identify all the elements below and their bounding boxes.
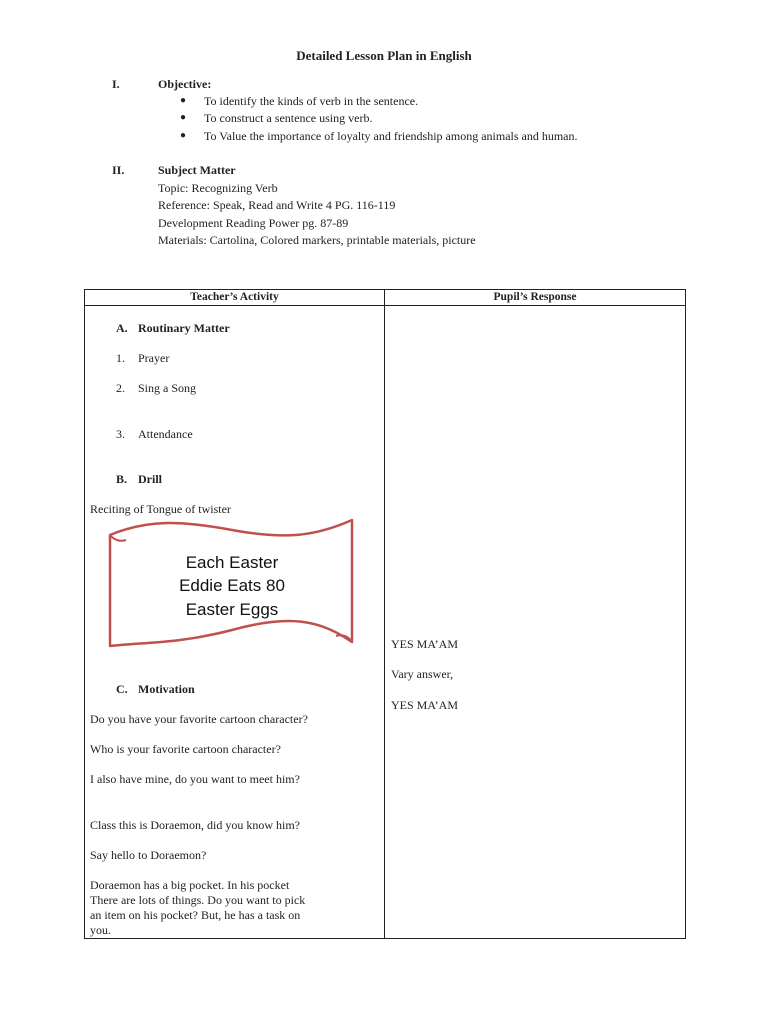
subject-line: Development Reading Power pg. 87-89	[158, 216, 349, 230]
motivation-line: I also have mine, do you want to meet him?	[90, 772, 300, 786]
motivation-paragraph-line: Doraemon has a big pocket. In his pocket	[90, 878, 290, 892]
scroll-line: Eddie Eats 80	[179, 576, 285, 595]
list-item: Prayer	[138, 351, 170, 365]
objective-numeral: I.	[112, 77, 120, 91]
pupil-response-cell	[385, 306, 686, 939]
subject-line: Materials: Cartolina, Colored markers, printable materials, picture	[158, 233, 476, 247]
objective-item: To Value the importance of loyalty and friendship among animals and human.	[204, 129, 578, 143]
teacher-activity-header: Teacher’s Activity	[85, 290, 385, 306]
motivation-line: Do you have your favorite cartoon character?	[90, 712, 308, 726]
motivation-paragraph-line: There are lots of things. Do you want to pick	[90, 893, 306, 907]
subject-line: Reference: Speak, Read and Write 4 PG. 116-119	[158, 198, 396, 212]
routinary-heading: Routinary Matter	[138, 321, 230, 335]
bullet-icon: ●	[180, 112, 187, 123]
pupil-response-header: Pupil’s Response	[385, 290, 686, 306]
subject-numeral: II.	[112, 163, 125, 177]
motivation-paragraph-line: you.	[90, 923, 111, 937]
motivation-line: Who is your favorite cartoon character?	[90, 742, 281, 756]
scroll-line: Each Easter	[185, 553, 279, 572]
bullet-icon: ●	[180, 130, 187, 141]
motivation-heading: Motivation	[138, 682, 195, 696]
bullet-icon: ●	[180, 95, 187, 106]
objective-heading: Objective:	[158, 77, 212, 91]
subject-heading: Subject Matter	[158, 163, 236, 177]
routinary-letter: A.	[116, 321, 128, 335]
pupil-response: YES MA’AM	[391, 637, 459, 651]
motivation-line: Say hello to Doraemon?	[90, 848, 207, 862]
page-title: Detailed Lesson Plan in English	[296, 48, 472, 63]
list-item-number: 3.	[116, 427, 125, 441]
motivation-letter: C.	[116, 682, 128, 696]
table-header-row	[85, 290, 686, 306]
list-item: Sing a Song	[138, 381, 197, 395]
motivation-line: Class this is Doraemon, did you know him?	[90, 818, 300, 832]
drill-letter: B.	[116, 472, 128, 486]
motivation-paragraph-line: an item on his pocket? But, he has a task on	[90, 908, 301, 922]
pupil-response: Vary answer,	[391, 667, 454, 681]
drill-intro: Reciting of Tongue of twister	[90, 502, 231, 516]
subject-line: Topic: Recognizing Verb	[158, 181, 278, 195]
drill-heading: Drill	[138, 472, 162, 486]
list-item-number: 2.	[116, 381, 125, 395]
scroll-line: Easter Eggs	[185, 600, 279, 619]
list-item: Attendance	[138, 427, 193, 441]
objective-item: To identify the kinds of verb in the sentence.	[204, 94, 419, 108]
list-item-number: 1.	[116, 351, 125, 365]
objective-item: To construct a sentence using verb.	[204, 111, 373, 125]
pupil-response: YES MA’AM	[391, 698, 459, 712]
